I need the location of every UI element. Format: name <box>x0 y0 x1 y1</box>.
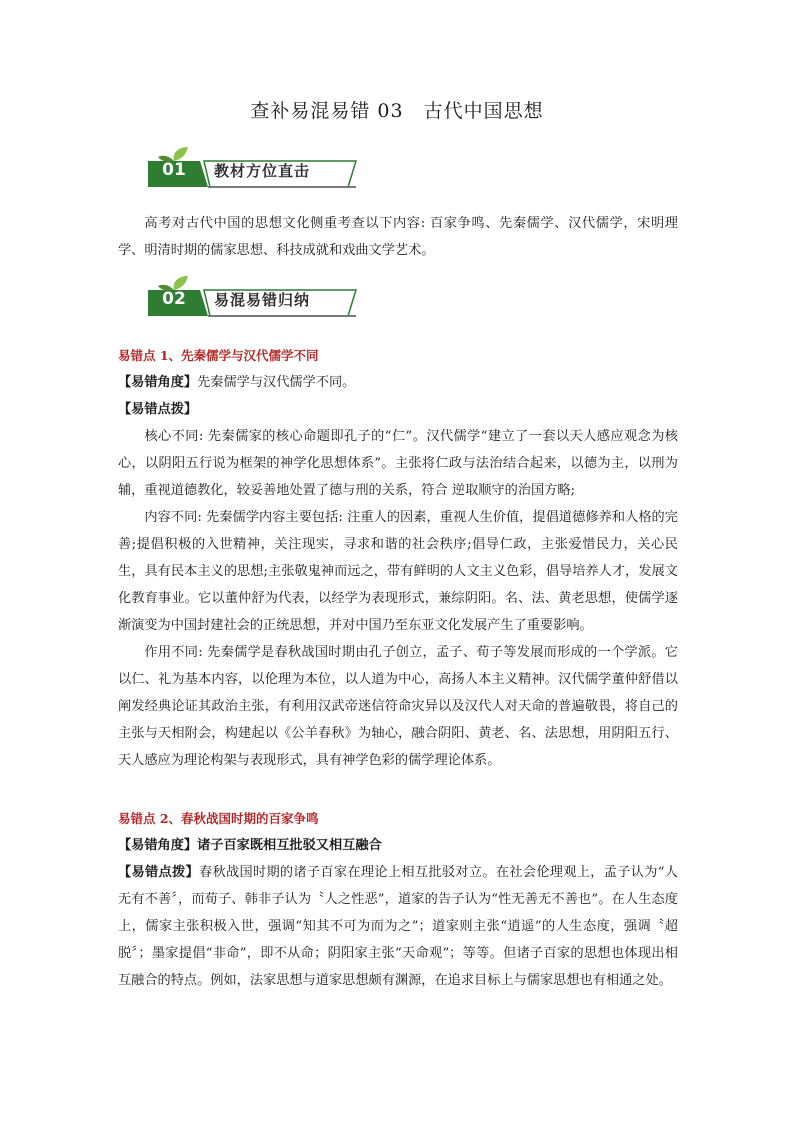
section-label: 教材方位直击 <box>214 162 311 180</box>
error-point-2 <box>118 805 678 994</box>
tip-text: 春秋战国时期的诸子百家在理论上相互批驳对立。在社会伦理观上，孟子认为“人无有不善〞，而荀子、韩非子认为〝人之性恶”，道家的告子认为“性无善无不善也”。在人生态度上，儒家主张积极入世，强调“知其不可为而为之”；道家则主张“逍遥”的人生态度，强调〝超脱〞；墨家提倡“非命”，即不从命；阴阳家主张“天命观”；等等。但诸子百家的思想也体现出相互融合的特点。例如，法家思想与道家思想颇有渊源，在追求目标上与儒家思想也有相通之处。 <box>118 865 678 988</box>
intro-paragraph: 高考对古代中国的思想文化侧重考查以下内容: 百家争鸣、先秦儒学、汉代儒学，宋明理学、明清时期的儒家思想、科技成就和戏曲文学艺术。 <box>118 216 678 258</box>
tip-paragraph <box>118 859 678 994</box>
section-number: 01 <box>162 160 186 180</box>
intro-block <box>118 210 678 264</box>
error-point-1 <box>118 342 678 774</box>
tip-label: 【易错点拨】 <box>118 865 199 880</box>
angle-text: 先秦儒学与汉代儒学不同。 <box>197 375 356 390</box>
angle-label: 【易错角度】 <box>118 838 198 853</box>
section-banner-01 <box>148 145 358 189</box>
angle-line <box>118 369 678 396</box>
point-heading: 易错点 2、春秋战国时期的百家争鸣 <box>118 811 319 826</box>
section-label: 易混易错归纳 <box>214 291 311 309</box>
section-number: 02 <box>162 289 186 309</box>
function-difference-paragraph: 作用不同: 先秦儒学是春秋战国时期由孔子创立，孟子、荀子等发展而形成的一个学派。它以仁、礼为基本内容，以伦理为本位，以人道为中心，高扬人本主义精神。汉代儒学董仲舒借以阐发经典论证其政治主张，有利用汉武帝迷信符命灾异以及汉代人对天命的普遍敬畏，将自己的主张与天相附会，构建起以《公羊春秋》为轴心，融合阴阳、黄老、名、法思想，用阴阳五行、天人感应为理论构架与表现形式，具有神学色彩的儒学理论体系。 <box>118 645 678 768</box>
page-title: 查补易混易错 03 古代中国思想 <box>250 100 544 122</box>
section-banner-02 <box>148 274 358 318</box>
angle-label: 【易错角度】 <box>118 375 198 390</box>
content-difference-paragraph: 内容不同: 先秦儒学内容主要包括: 注重人的因素，重视人生价值，提倡道德修养和人格的完善;提倡积极的入世精神，关注现实，寻求和谐的社会秩序;倡导仁政，主张爱惜民力，关心民生，具有民本主义的思想;主张敬鬼神而远之，带有鲜明的人文主义色彩，倡导培养人才，发展文化教育事业。它以董仲舒为代表，以经学为表现形式，兼综阴阳。名、法、黄老思想，使儒学逐渐演变为中国封建社会的正统思想，并对中国乃至东亚文化发展产生了重要影响。 <box>118 510 678 633</box>
angle-text: 诸子百家既相互批驳又相互融合 <box>197 838 382 853</box>
angle-line <box>118 832 678 859</box>
point-heading: 易错点 1、先秦儒学与汉代儒学不同 <box>118 348 319 363</box>
tip-label: 【易错点拨】 <box>118 402 198 417</box>
core-difference-paragraph: 核心不同: 先秦儒家的核心命题即孔子的“仁”。汉代儒学“建立了一套以天人感应观念为核心，以阴阳五行说为框架的神学化思想体系”。主张将仁政与法治结合起来，以德为主，以刑为辅，重视道德教化，较妥善地处置了德与刑的关系，符合 逆取顺守的治国方略; <box>118 429 678 498</box>
